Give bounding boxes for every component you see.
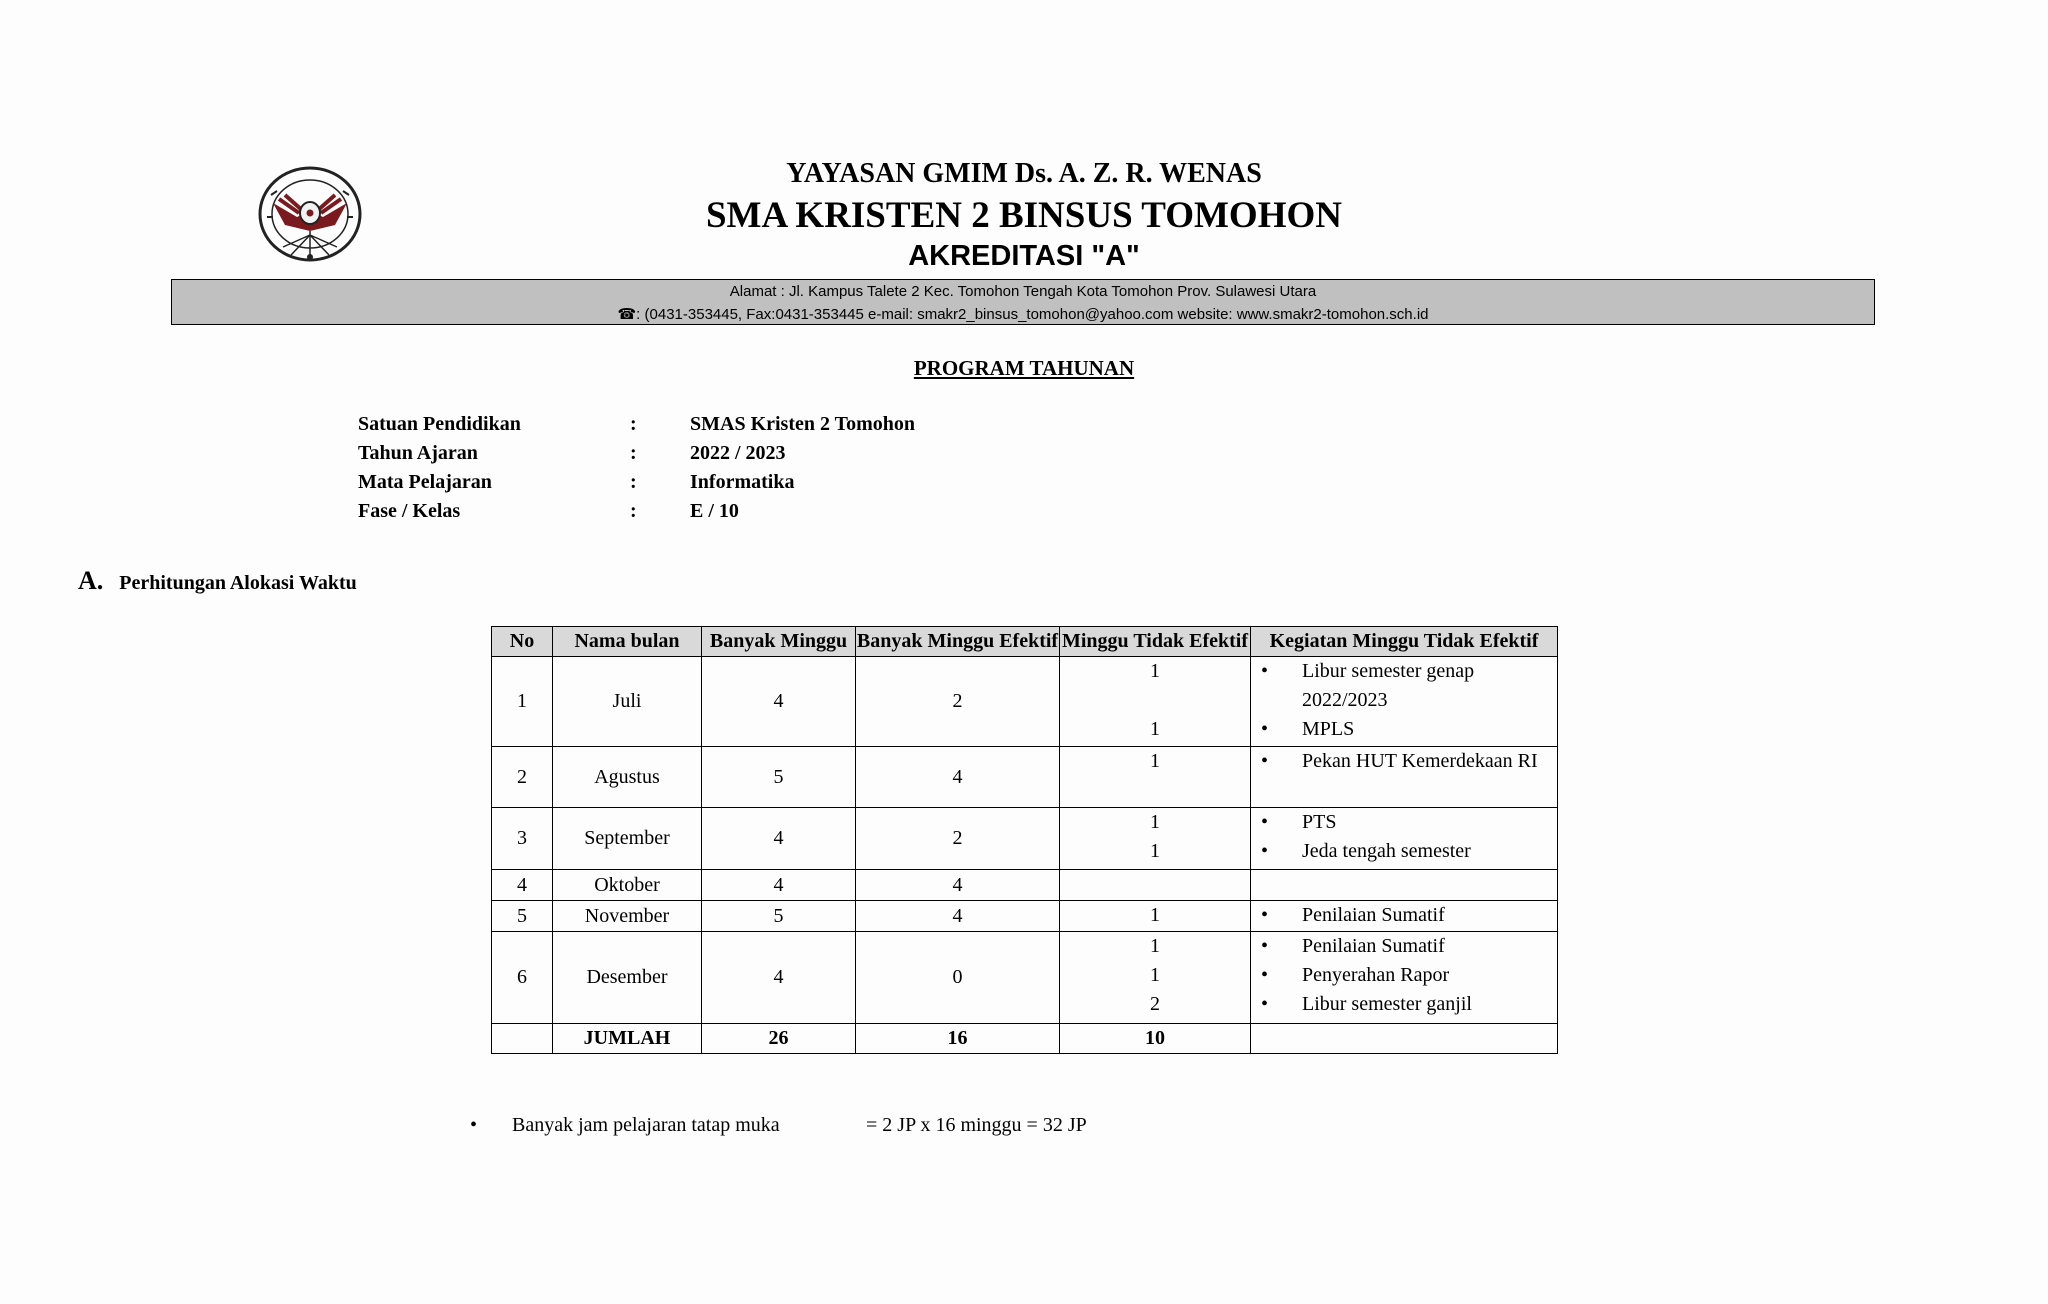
header-weeks: Banyak Minggu [702, 627, 856, 657]
cell-weeks: 4 [702, 932, 856, 1024]
cell-activities [1251, 901, 1558, 932]
cell-activities [1251, 870, 1558, 901]
table-row [492, 657, 1558, 747]
cell-effective: 2 [856, 808, 1060, 870]
table-header-row [492, 627, 1558, 657]
total-label: JUMLAH [553, 1024, 702, 1054]
cell-non-effective [1060, 808, 1251, 870]
foundation-name: YAYASAN GMIM Ds. A. Z. R. WENAS [786, 158, 1262, 189]
cell-effective: 0 [856, 932, 1060, 1024]
cell-weeks: 4 [702, 870, 856, 901]
cell-effective: 4 [856, 747, 1060, 808]
cell-month: Desember [553, 932, 702, 1024]
header-effective-weeks: Banyak Minggu Efektif [856, 627, 1060, 657]
non-effective-value: 1 [1150, 750, 1160, 772]
cell-no [492, 1024, 553, 1054]
info-value: Informatika [690, 471, 795, 493]
total-weeks: 26 [702, 1024, 856, 1054]
total-effective: 16 [856, 1024, 1060, 1054]
cell-non-effective [1060, 932, 1251, 1024]
cell-month: Juli [553, 657, 702, 747]
total-non-effective: 10 [1060, 1024, 1251, 1054]
cell-non-effective [1060, 657, 1251, 747]
cell-month: Agustus [553, 747, 702, 808]
table-row [492, 901, 1558, 932]
cell-weeks: 5 [702, 901, 856, 932]
non-effective-value: 1 [1150, 811, 1160, 833]
footer-note-formula: = 2 JP x 16 minggu = 32 JP [866, 1114, 1087, 1136]
cell-effective: 4 [856, 870, 1060, 901]
non-effective-value: 1 [1150, 935, 1160, 957]
contact-line: ☎: (0431-353445, Fax:0431-353445 e-mail: smakr2_binsus_tomohon@yahoo.com website: www.smakr2-tomohon.sch.id [617, 306, 1429, 323]
footer-note-text: Banyak jam pelajaran tatap muka [512, 1114, 780, 1136]
cell-weeks: 4 [702, 808, 856, 870]
activity-item: • Penilaian Sumatif [1251, 901, 1557, 930]
cell-non-effective [1060, 901, 1251, 932]
activity-item: • Libur semester genap 2022/2023 [1251, 657, 1557, 715]
non-effective-value: 1 [1150, 660, 1160, 682]
cell-no: 6 [492, 932, 553, 1024]
non-effective-value: 1 [1150, 904, 1160, 926]
activity-item: • Penilaian Sumatif [1251, 932, 1557, 961]
cell-effective: 4 [856, 901, 1060, 932]
cell-no: 2 [492, 747, 553, 808]
non-effective-value: 1 [1150, 840, 1160, 862]
cell-weeks: 5 [702, 747, 856, 808]
header-non-effective-weeks: Minggu Tidak Efektif [1060, 627, 1251, 657]
activity-item: • Libur semester ganjil [1251, 990, 1557, 1019]
cell-month: November [553, 901, 702, 932]
header-no: No [492, 627, 553, 657]
cell-non-effective [1060, 870, 1251, 901]
cell-activities [1251, 747, 1558, 808]
info-label: Mata Pelajaran [358, 471, 492, 493]
info-value: 2022 / 2023 [690, 442, 786, 464]
cell-month: September [553, 808, 702, 870]
table-row [492, 870, 1558, 901]
school-name: SMA KRISTEN 2 BINSUS TOMOHON [705, 195, 1342, 236]
table-row [492, 808, 1558, 870]
info-value: SMAS Kristen 2 Tomohon [690, 413, 916, 435]
info-colon: : [630, 471, 637, 493]
info-colon: : [630, 500, 637, 522]
cell-no: 4 [492, 870, 553, 901]
activity-item: • PTS [1251, 808, 1557, 837]
time-allocation-table [491, 626, 1558, 1054]
cell-month: Oktober [553, 870, 702, 901]
accreditation: AKREDITASI "A" [908, 240, 1140, 272]
activity-item: • Pekan HUT Kemerdekaan RI [1251, 747, 1557, 776]
activity-item: • MPLS [1251, 715, 1557, 744]
non-effective-value: 1 [1150, 718, 1160, 740]
header-activities: Kegiatan Minggu Tidak Efektif [1251, 627, 1558, 657]
info-label: Satuan Pendidikan [358, 413, 521, 435]
info-label: Tahun Ajaran [358, 442, 478, 464]
cell-no: 5 [492, 901, 553, 932]
table-total-row [492, 1024, 1558, 1054]
info-value: E / 10 [690, 500, 739, 522]
activity-item: • Jeda tengah semester [1251, 837, 1557, 866]
cell-no: 1 [492, 657, 553, 747]
bullet-icon: • [470, 1114, 478, 1136]
section-title: Perhitungan Alokasi Waktu [119, 572, 357, 594]
cell-weeks: 4 [702, 657, 856, 747]
address-box [171, 279, 1875, 325]
cell-activities [1251, 1024, 1558, 1054]
cell-activities [1251, 932, 1558, 1024]
table-row [492, 932, 1558, 1024]
info-colon: : [630, 442, 637, 464]
info-colon: : [630, 413, 637, 435]
table-row [492, 747, 1558, 808]
cell-no: 3 [492, 808, 553, 870]
section-a-heading [78, 566, 357, 596]
section-letter: A. [78, 566, 104, 595]
header-month: Nama bulan [553, 627, 702, 657]
document-title: PROGRAM TAHUNAN [913, 356, 1135, 380]
cell-activities [1251, 808, 1558, 870]
info-label: Fase / Kelas [358, 500, 461, 522]
cell-effective: 2 [856, 657, 1060, 747]
activity-item: • Penyerahan Rapor [1251, 961, 1557, 990]
non-effective-value: 2 [1150, 993, 1160, 1015]
cell-activities [1251, 657, 1558, 747]
cell-non-effective [1060, 747, 1251, 808]
non-effective-value: 1 [1150, 964, 1160, 986]
address-line: Alamat : Jl. Kampus Talete 2 Kec. Tomohon Tengah Kota Tomohon Prov. Sulawesi Utara [729, 283, 1317, 300]
